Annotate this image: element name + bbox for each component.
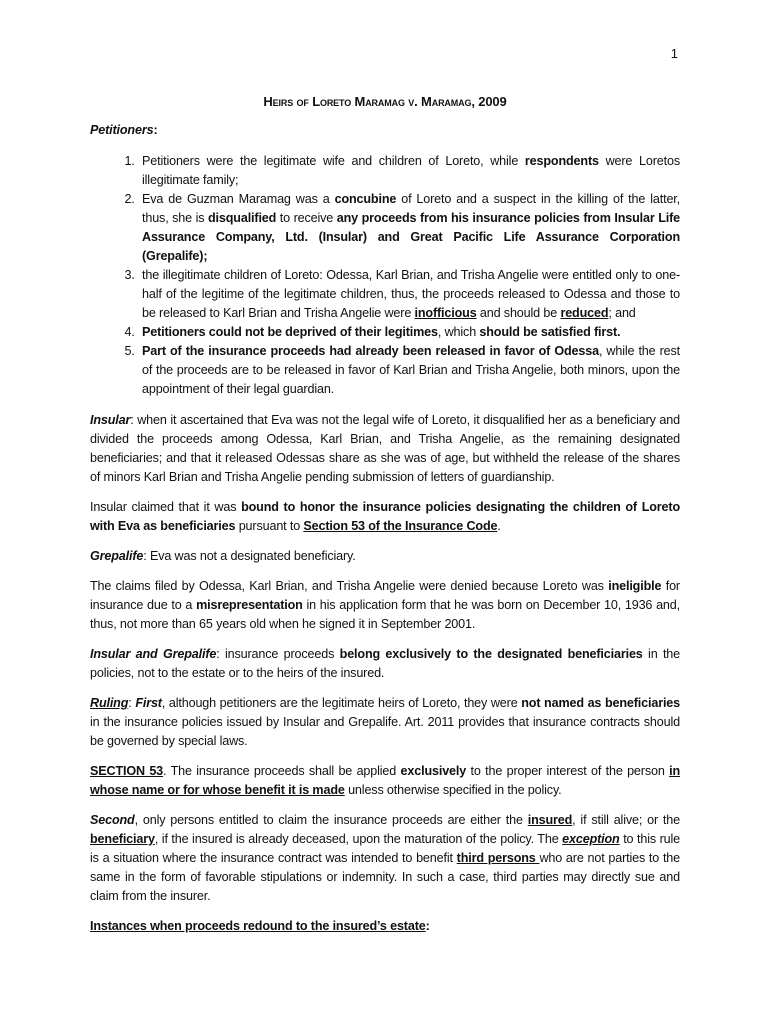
text-run: First — [135, 696, 162, 710]
paragraph-grepalife — [90, 547, 680, 566]
text-run: ineligible — [608, 579, 662, 593]
text-run: . The insurance proceeds shall be applied — [163, 764, 401, 778]
text-run: bound to honor the insurance policies designating the children of Loreto with Eva as beneficiaries — [90, 500, 680, 533]
text-run: Petitioners were the legitimate wife and children of Loreto, while — [142, 154, 525, 168]
text-run: . — [497, 519, 501, 533]
text-run: beneficiary — [90, 832, 155, 846]
paragraph-claims — [90, 577, 680, 634]
text-run: , if still alive; or the — [572, 813, 680, 827]
text-run: Petitioners could not be deprived of their legitimes — [142, 325, 438, 339]
text-run: in the policies, not to the estate or to the heirs of the insured. — [90, 647, 681, 680]
paragraph-second — [90, 811, 680, 906]
text-run: for insurance due to a — [90, 579, 680, 612]
list-item — [138, 152, 680, 190]
text-run: the illegitimate children of Loreto: Odessa, Karl Brian, and Trisha Angelie were entitled only to one-half of the legitime of the legitimate children, thus, the proceeds released to Odessa and those to be released to Karl Brian and Trisha Angelie were — [142, 268, 680, 320]
list-item — [138, 266, 680, 323]
text-run: of Loreto and a suspect in the killing of the latter, thus, she is — [142, 192, 680, 225]
text-run: unless otherwise specified in the policy. — [344, 783, 562, 797]
text-run: third persons — [456, 851, 540, 865]
text-run: in the insurance policies issued by Insular and Grepalife. Art. 2011 provides that insurance contracts should be governed by special laws. — [90, 715, 680, 748]
text-run: Insular and Grepalife — [90, 647, 217, 661]
heading-instances: Instances when proceeds redound to the insured’s estate: — [90, 919, 430, 933]
text-run: Ruling — [90, 696, 129, 710]
text-run: Instances when proceeds redound to the insured’s estate — [90, 919, 426, 933]
text-run: who are not parties to the same in the form of favorable stipulations or indemnity. In such a case, third parties may directly sue and claim from the insurer. — [90, 851, 681, 903]
text-run: were Loretos illegitimate family; — [142, 154, 680, 187]
text-run: Section 53 of the Insurance Code — [303, 519, 498, 533]
text-run: Insular claimed that it was — [90, 500, 242, 514]
text-run: Part of the insurance proceeds had already been released in favor of Odessa — [142, 344, 599, 358]
document-body — [90, 92, 680, 947]
text-run: , while the rest of the proceeds are to be released in favor of Karl Brian and Trisha Angelie, both minors, upon the appointment of their legal guardian. — [142, 344, 680, 396]
text-run: in his application form that he was born on December 10, 1936 and, thus, not more than 65 years old when he signed it in September 2001. — [90, 598, 680, 631]
text-run: any proceeds from his insurance policies from Insular Life Assurance Company, Ltd. (Insular) and Great Pacific Life Assurance Corporation (Grepalife); — [142, 211, 681, 263]
text-run: to receive — [276, 211, 337, 225]
text-run: belong exclusively to the designated beneficiaries — [339, 647, 643, 661]
petitioners-heading: Petitioners: — [90, 123, 158, 137]
petitioners-list — [90, 152, 680, 399]
text-run: Insular — [90, 413, 131, 427]
text-run: exception — [562, 832, 620, 846]
list-item — [138, 190, 680, 266]
text-run: and should be — [476, 306, 561, 320]
case-title: Heirs of Loreto Maramag v. Maramag, 2009 — [263, 94, 507, 109]
paragraph-insular-grepalife — [90, 645, 680, 683]
text-run: to the proper interest of the person — [466, 764, 670, 778]
text-run: , although petitioners are the legitimate heirs of Loreto, they were — [161, 696, 522, 710]
text-run: not named as beneficiaries — [521, 696, 681, 710]
text-run: reduced — [560, 306, 609, 320]
text-run: inofficious — [414, 306, 477, 320]
page-number: 1 — [670, 46, 678, 61]
text-run: , only persons entitled to claim the insurance proceeds are either the — [134, 813, 528, 827]
text-run: ; and — [608, 306, 636, 320]
text-run: , which — [437, 325, 480, 339]
list-item — [138, 342, 680, 399]
text-run: Eva de Guzman Maramag was a — [142, 192, 335, 206]
paragraph-section-53 — [90, 762, 680, 800]
list-item — [138, 323, 680, 342]
text-run: insured — [527, 813, 573, 827]
text-run: should be satisfied first. — [479, 325, 621, 339]
text-run: The claims filed by Odessa, Karl Brian, and Trisha Angelie were denied because Loreto was — [90, 579, 609, 593]
text-run: pursuant to — [235, 519, 304, 533]
text-run: exclusively — [400, 764, 467, 778]
paragraph-insular — [90, 411, 680, 487]
paragraph-insular-claim — [90, 498, 680, 536]
text-run: : insurance proceeds — [216, 647, 340, 661]
text-run: Grepalife — [90, 549, 144, 563]
text-run: in whose name or for whose benefit it is made — [90, 764, 680, 797]
text-run: Second — [90, 813, 135, 827]
text-run: SECTION 53 — [90, 764, 164, 778]
text-run: : Eva was not a designated beneficiary. — [143, 549, 356, 563]
text-run: , if the insured is already deceased, upon the maturation of the policy. The — [154, 832, 563, 846]
text-run: to this rule is a situation where the insurance contract was intended to benefit — [90, 832, 680, 865]
text-run: concubine — [334, 192, 397, 206]
text-run: respondents — [524, 154, 599, 168]
text-run: misrepresentation — [196, 598, 303, 612]
text-run: : — [128, 696, 136, 710]
text-run: disqualified — [208, 211, 277, 225]
petitioners-label: Petitioners — [90, 123, 154, 137]
paragraph-ruling — [90, 694, 680, 751]
text-run: : when it ascertained that Eva was not the legal wife of Loreto, it disqualified her as a beneficiary and divided the proceeds among Odessa, Karl Brian, and Trisha Angelie, as the remaining designated beneficiaries; and that it released Odessas share as she was of age, but withheld the release of the shares of minors Karl Brian and Trisha Angelie pending submission of letters of guardianship. — [90, 413, 680, 484]
